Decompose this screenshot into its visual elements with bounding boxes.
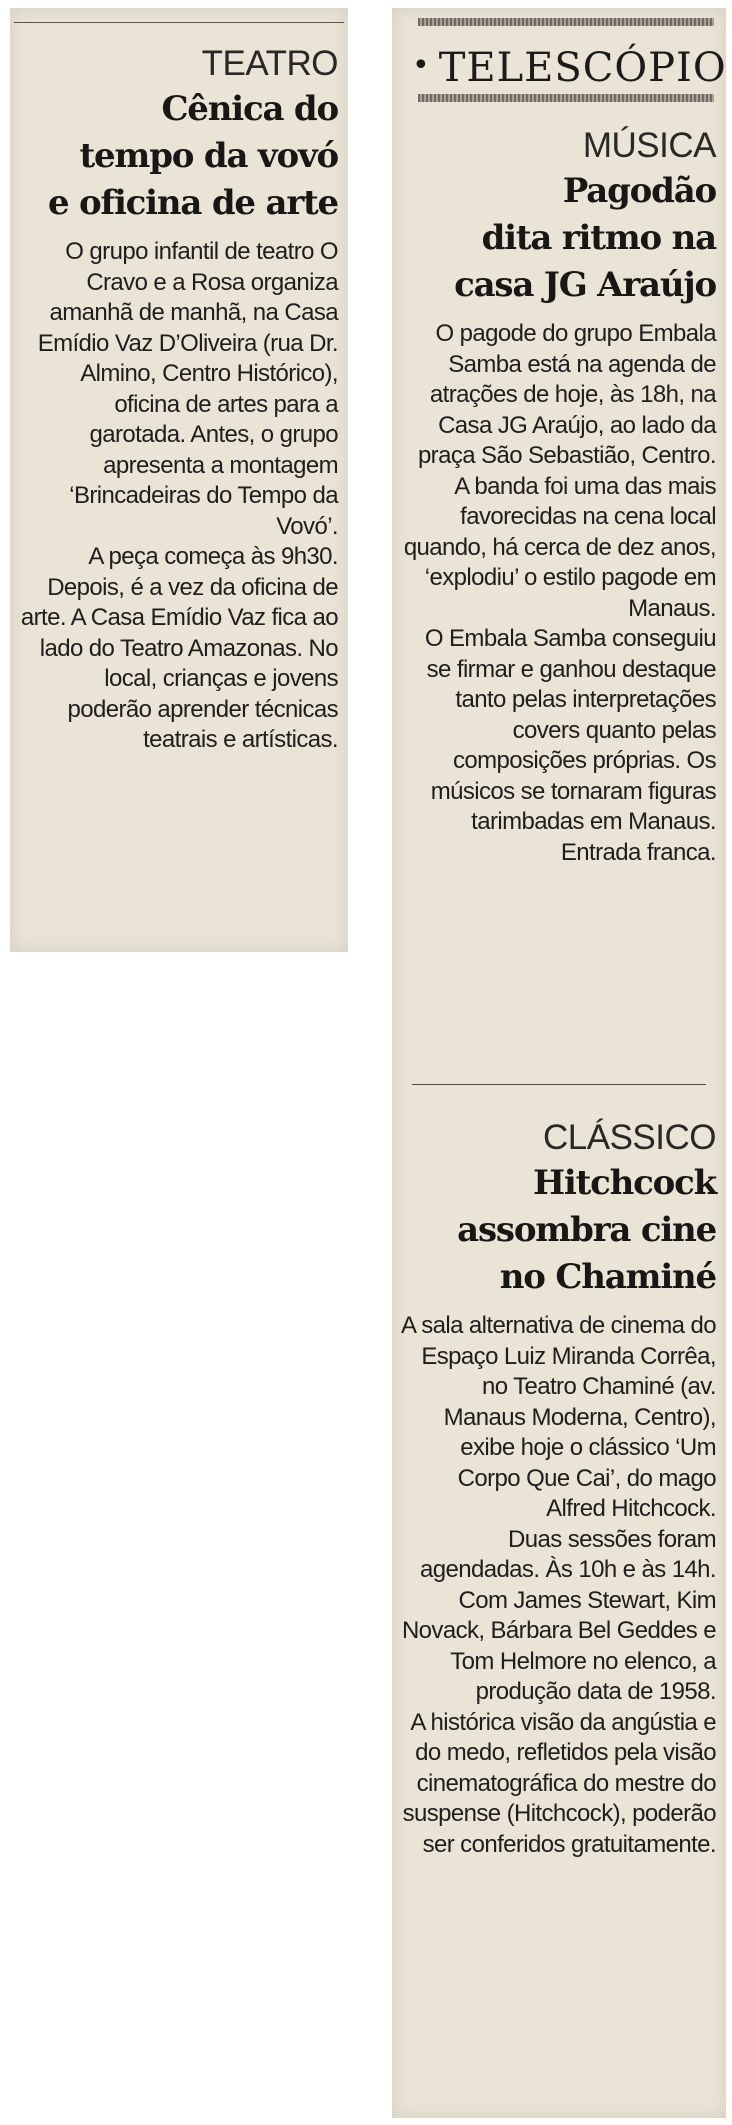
body-classico <box>400 1311 716 1860</box>
headline-line: assombra cine <box>457 1210 716 1250</box>
headline-teatro <box>18 86 338 227</box>
telescopio-clipping <box>392 8 726 2118</box>
masthead-bar-bottom <box>418 94 714 102</box>
paragraph: Entrada franca. <box>560 838 716 866</box>
headline-line: Cênica do <box>161 89 338 129</box>
bullet-icon: • <box>412 48 431 83</box>
paragraph: A peça começa às 9h30. Depois, é a vez da oficina de arte. A Casa Emídio Vaz fica ao lado do Teatro Amazonas. No local, crianças e jovens poderão aprender técnicas teatrais e artísticas. <box>20 543 338 753</box>
headline-line: no Chaminé <box>499 1257 716 1297</box>
masthead <box>412 42 727 92</box>
headline-line: Pagodão <box>562 171 716 211</box>
body-musica <box>400 319 716 868</box>
paragraph: Duas sessões foram agendadas. Às 10h e às 14h. Com James Stewart, Kim Novack, Bárbara Bel Geddes e Tom Helmore no elenco, a produção data de 1958. <box>401 1525 716 1705</box>
body-teatro <box>18 237 338 756</box>
paragraph: O pagode do grupo Embala Samba está na agenda de atrações de hoje, às 18h, na Casa JG Araújo, ao lado da praça São Sebastião, Centro. <box>417 320 716 469</box>
masthead-title: TELESCÓPIO <box>438 45 727 91</box>
teatro-clipping <box>10 8 348 952</box>
masthead-bar-top <box>418 18 714 26</box>
section-label-classico: CLÁSSICO <box>543 1118 716 1157</box>
section-label-musica: MÚSICA <box>582 126 716 165</box>
headline-line: e oficina de arte <box>47 183 338 223</box>
headline-line: dita ritmo na <box>481 218 716 258</box>
article-divider <box>412 1084 706 1085</box>
musica-article <box>392 126 726 868</box>
paragraph: O grupo infantil de teatro O Cravo e a Rosa organiza amanhã de manhã, na Casa Emídio Vaz D’Oliveira (rua Dr. Almino, Centro Histórico), oficina de artes para a garotada. Antes, o grupo apresenta a montagem ‘Brincadeiras do Tempo da Vovó’. <box>37 238 338 540</box>
classico-article <box>392 1118 726 1860</box>
headline-line: casa JG Araújo <box>454 265 716 305</box>
headline-line: tempo da vovó <box>79 136 338 176</box>
paragraph: A histórica visão da angústia e do medo, refletidos pela visão cinematográfica do mestre do suspense (Hitchcock), poderão ser conferidos gratuitamente. <box>402 1708 716 1858</box>
paragraph: A banda foi uma das mais favorecidas na cena local quando, há cerca de dez anos, ‘explodiu’ o estilo pagode em Manaus. <box>403 472 716 622</box>
headline-classico <box>400 1160 716 1301</box>
paragraph: O Embala Samba conseguiu se firmar e ganhou destaque tanto pelas interpretações covers quanto pelas composições próprias. Os músicos se tornaram figuras tarimbadas em Manaus. <box>424 625 716 835</box>
headline-musica <box>400 168 716 309</box>
paragraph: A sala alternativa de cinema do Espaço Luiz Miranda Corrêa, no Teatro Chaminé (av. Manaus Moderna, Centro), exibe hoje o clássico ‘Um Corpo Que Cai’, do mago Alfred Hitchcock. <box>401 1312 716 1522</box>
headline-line: Hitchcock <box>532 1163 716 1203</box>
teatro-article <box>10 44 348 756</box>
top-rule <box>14 22 344 23</box>
section-label-teatro: TEATRO <box>201 44 338 83</box>
